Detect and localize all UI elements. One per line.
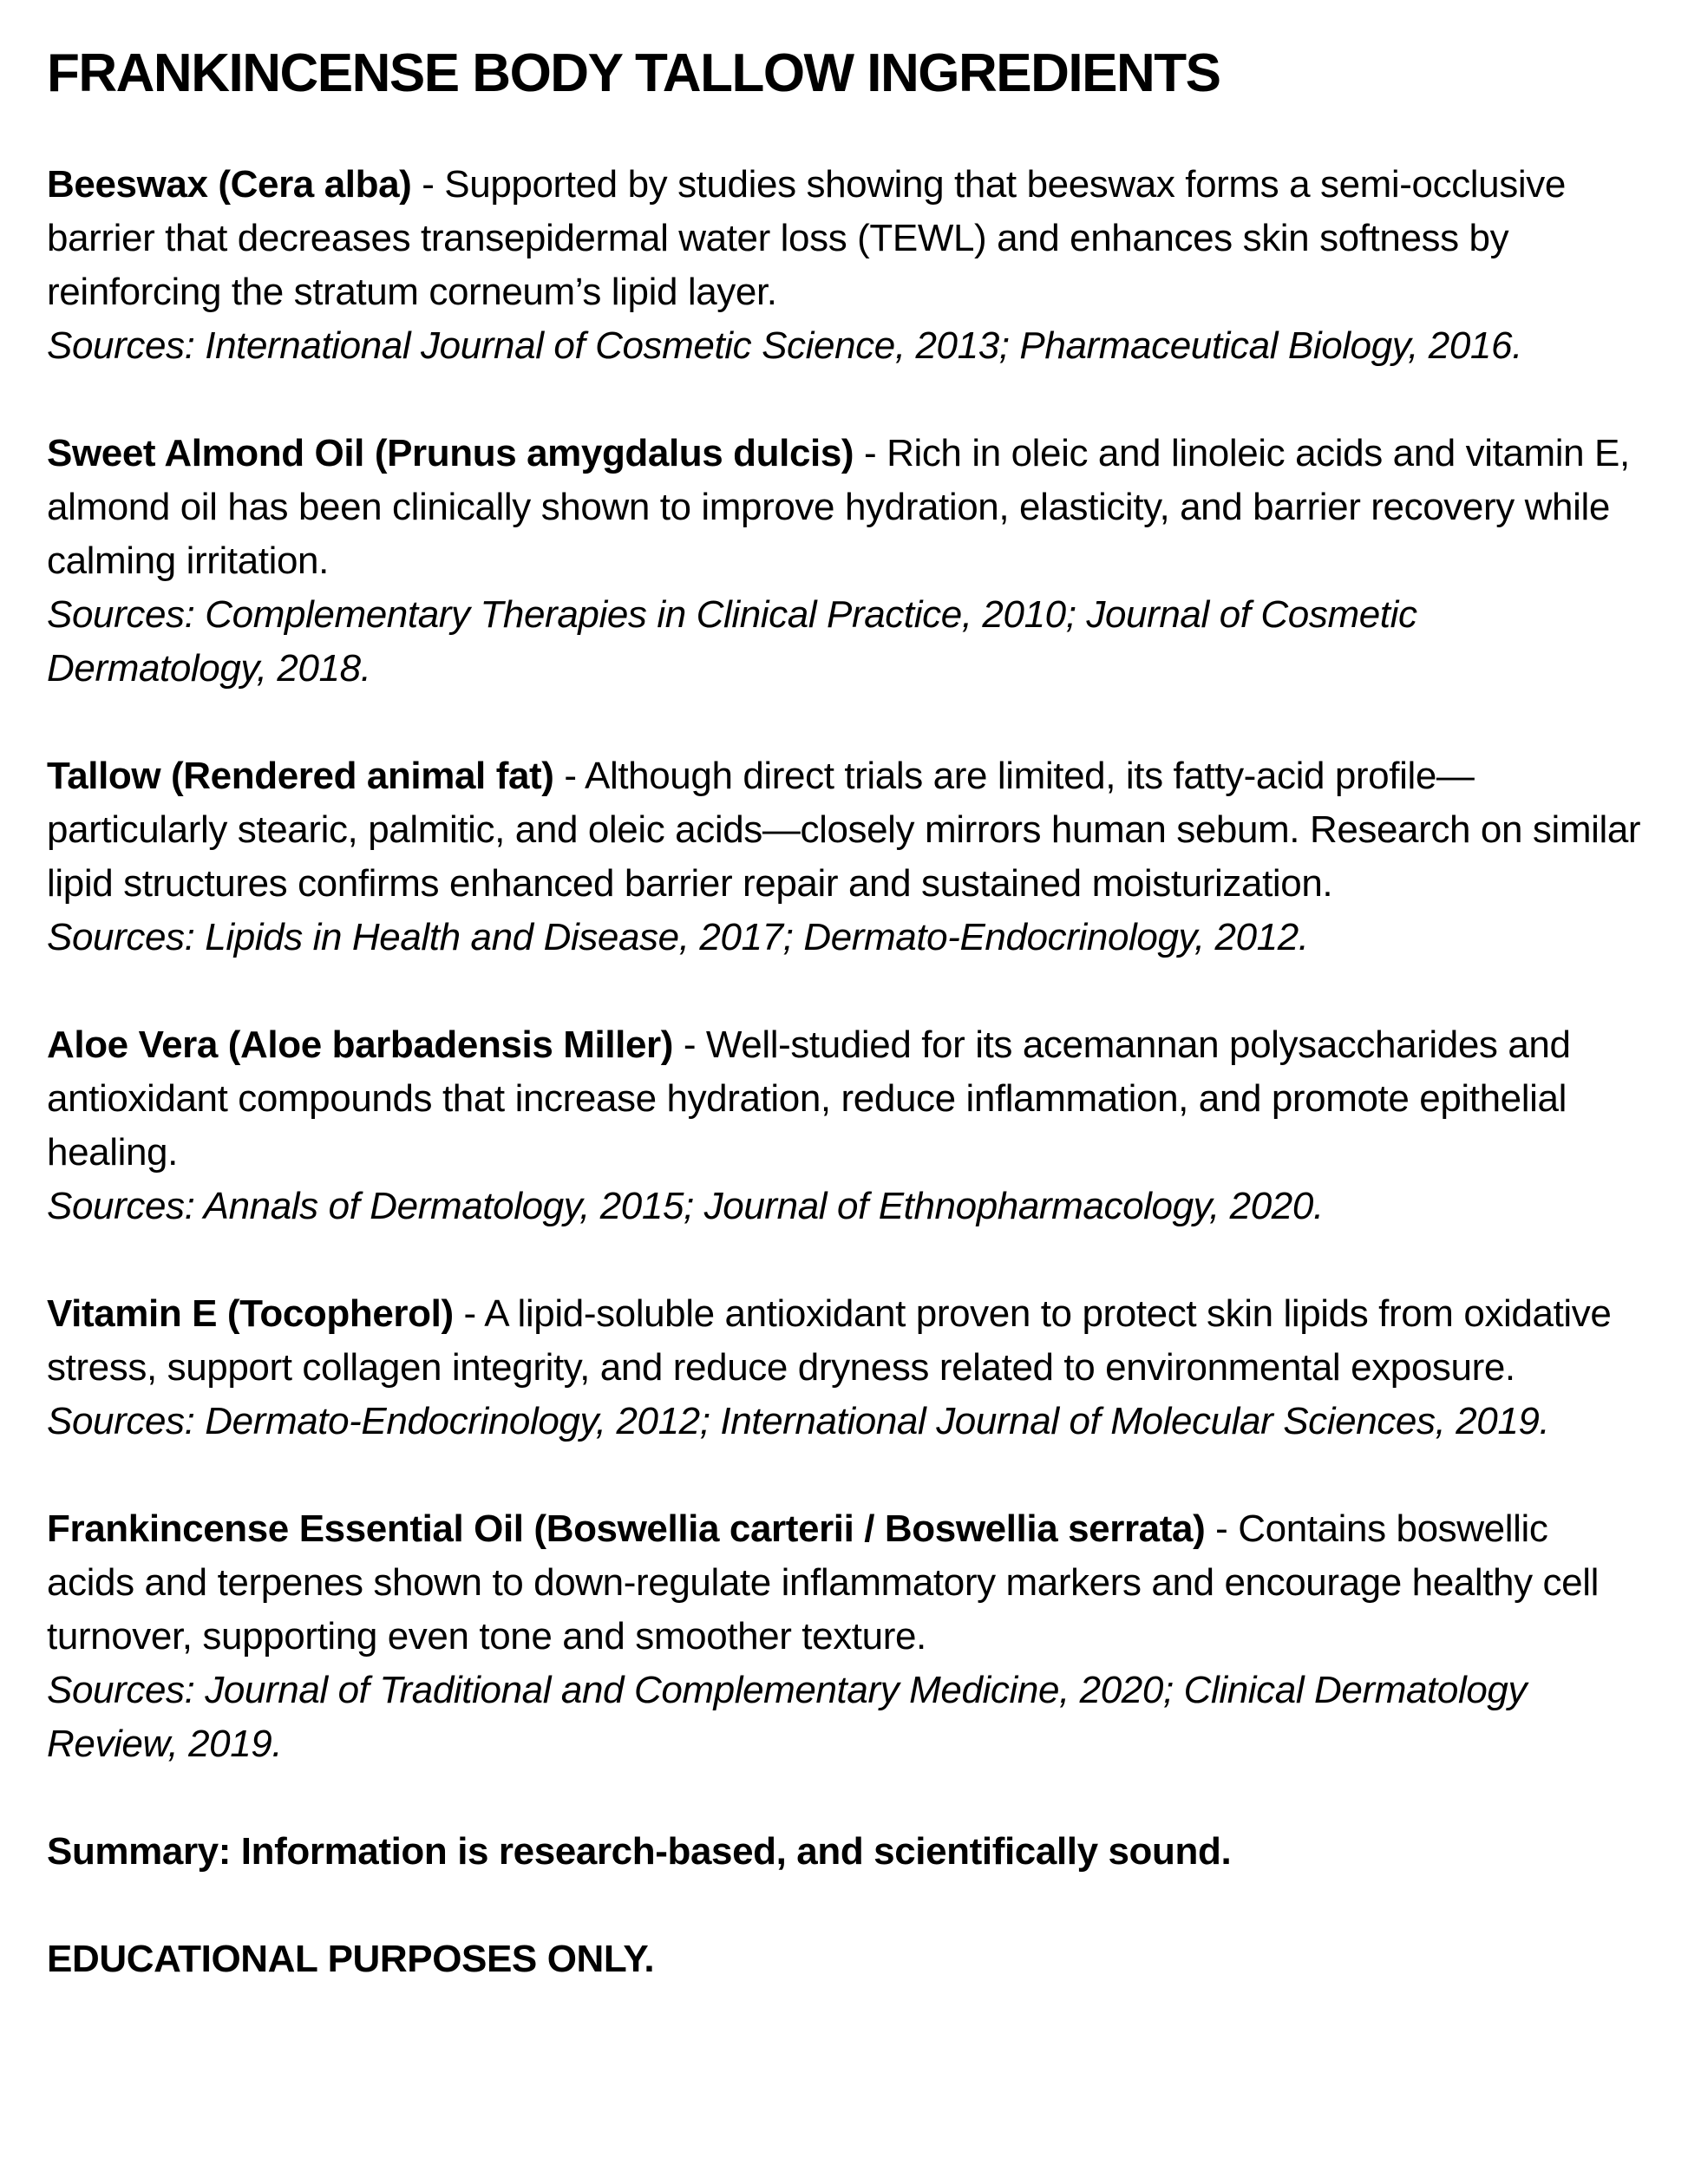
ingredient-sources: Sources: Lipids in Health and Disease, 2017; Dermato-Endocrinology, 2012. <box>47 916 1309 958</box>
ingredient-name: Frankincense Essential Oil (Boswellia carterii / Boswellia serrata) <box>47 1507 1206 1550</box>
ingredient-name: Tallow (Rendered animal fat) <box>47 755 554 797</box>
ingredient-description: Contains boswellic acids and terpenes shown to down-regulate inflammatory markers and encourage healthy cell turnover, supporting even tone and smoother texture. <box>47 1507 1599 1658</box>
ingredient-section-beeswax <box>47 158 1641 373</box>
ingredient-section-aloe-vera <box>47 1018 1641 1233</box>
ingredient-section-sweet-almond-oil <box>47 427 1641 696</box>
page-title: FRANKINCENSE BODY TALLOW INGREDIENTS <box>47 43 1220 103</box>
ingredient-sources: Sources: Annals of Dermatology, 2015; Journal of Ethnopharmacology, 2020. <box>47 1185 1324 1227</box>
ingredient-section-frankincense-oil <box>47 1502 1641 1771</box>
ingredient-sources: Sources: International Journal of Cosmetic Science, 2013; Pharmaceutical Biology, 2016. <box>47 324 1522 367</box>
ingredient-description: Although direct trials are limited, its fatty-acid profile—particularly stearic, palmitic, and oleic acids—closely mirrors human sebum. Research on similar lipid structures confirms enhanced barrier repair and sustained moisturization. <box>47 755 1641 905</box>
ingredient-name: Vitamin E (Tocopherol) <box>47 1292 454 1335</box>
ingredient-sources: Sources: Complementary Therapies in Clinical Practice, 2010; Journal of Cosmetic Dermatology, 2018. <box>47 593 1417 690</box>
ingredient-sources: Sources: Dermato-Endocrinology, 2012; International Journal of Molecular Sciences, 2019. <box>47 1400 1550 1442</box>
ingredient-description: A lipid-soluble antioxidant proven to protect skin lipids from oxidative stress, support collagen integrity, and reduce dryness related to environmental exposure. <box>47 1292 1612 1389</box>
name-description-separator: - <box>553 755 586 797</box>
name-description-separator: - <box>411 163 445 206</box>
name-description-separator: - <box>453 1292 485 1335</box>
ingredient-section-vitamin-e <box>47 1287 1641 1448</box>
ingredient-description: Well-studied for its acemannan polysaccharides and antioxidant compounds that increase hydration, reduce inflammation, and promote epithelial healing. <box>47 1023 1571 1174</box>
ingredient-section-tallow <box>47 749 1641 964</box>
name-description-separator: - <box>673 1023 706 1066</box>
ingredient-name: Aloe Vera (Aloe barbadensis Miller) <box>47 1023 674 1066</box>
summary-statement: Summary: Information is research-based, and scientifically sound. <box>47 1830 1232 1873</box>
ingredient-description: Rich in oleic and linoleic acids and vitamin E, almond oil has been clinically shown to improve hydration, elasticity, and barrier recovery while calming irritation. <box>47 432 1630 582</box>
ingredient-sources: Sources: Journal of Traditional and Complementary Medicine, 2020; Clinical Dermatology Review, 2019. <box>47 1669 1528 1765</box>
name-description-separator: - <box>854 432 887 474</box>
ingredient-name: Beeswax (Cera alba) <box>47 163 412 206</box>
educational-disclaimer: EDUCATIONAL PURPOSES ONLY. <box>47 1938 655 1980</box>
name-description-separator: - <box>1205 1507 1239 1550</box>
ingredient-description: Supported by studies showing that beeswax forms a semi-occlusive barrier that decreases transepidermal water loss (TEWL) and enhances skin softness by reinforcing the stratum corneum’s lipid layer. <box>47 163 1566 313</box>
ingredient-name: Sweet Almond Oil (Prunus amygdalus dulcis) <box>47 432 854 474</box>
